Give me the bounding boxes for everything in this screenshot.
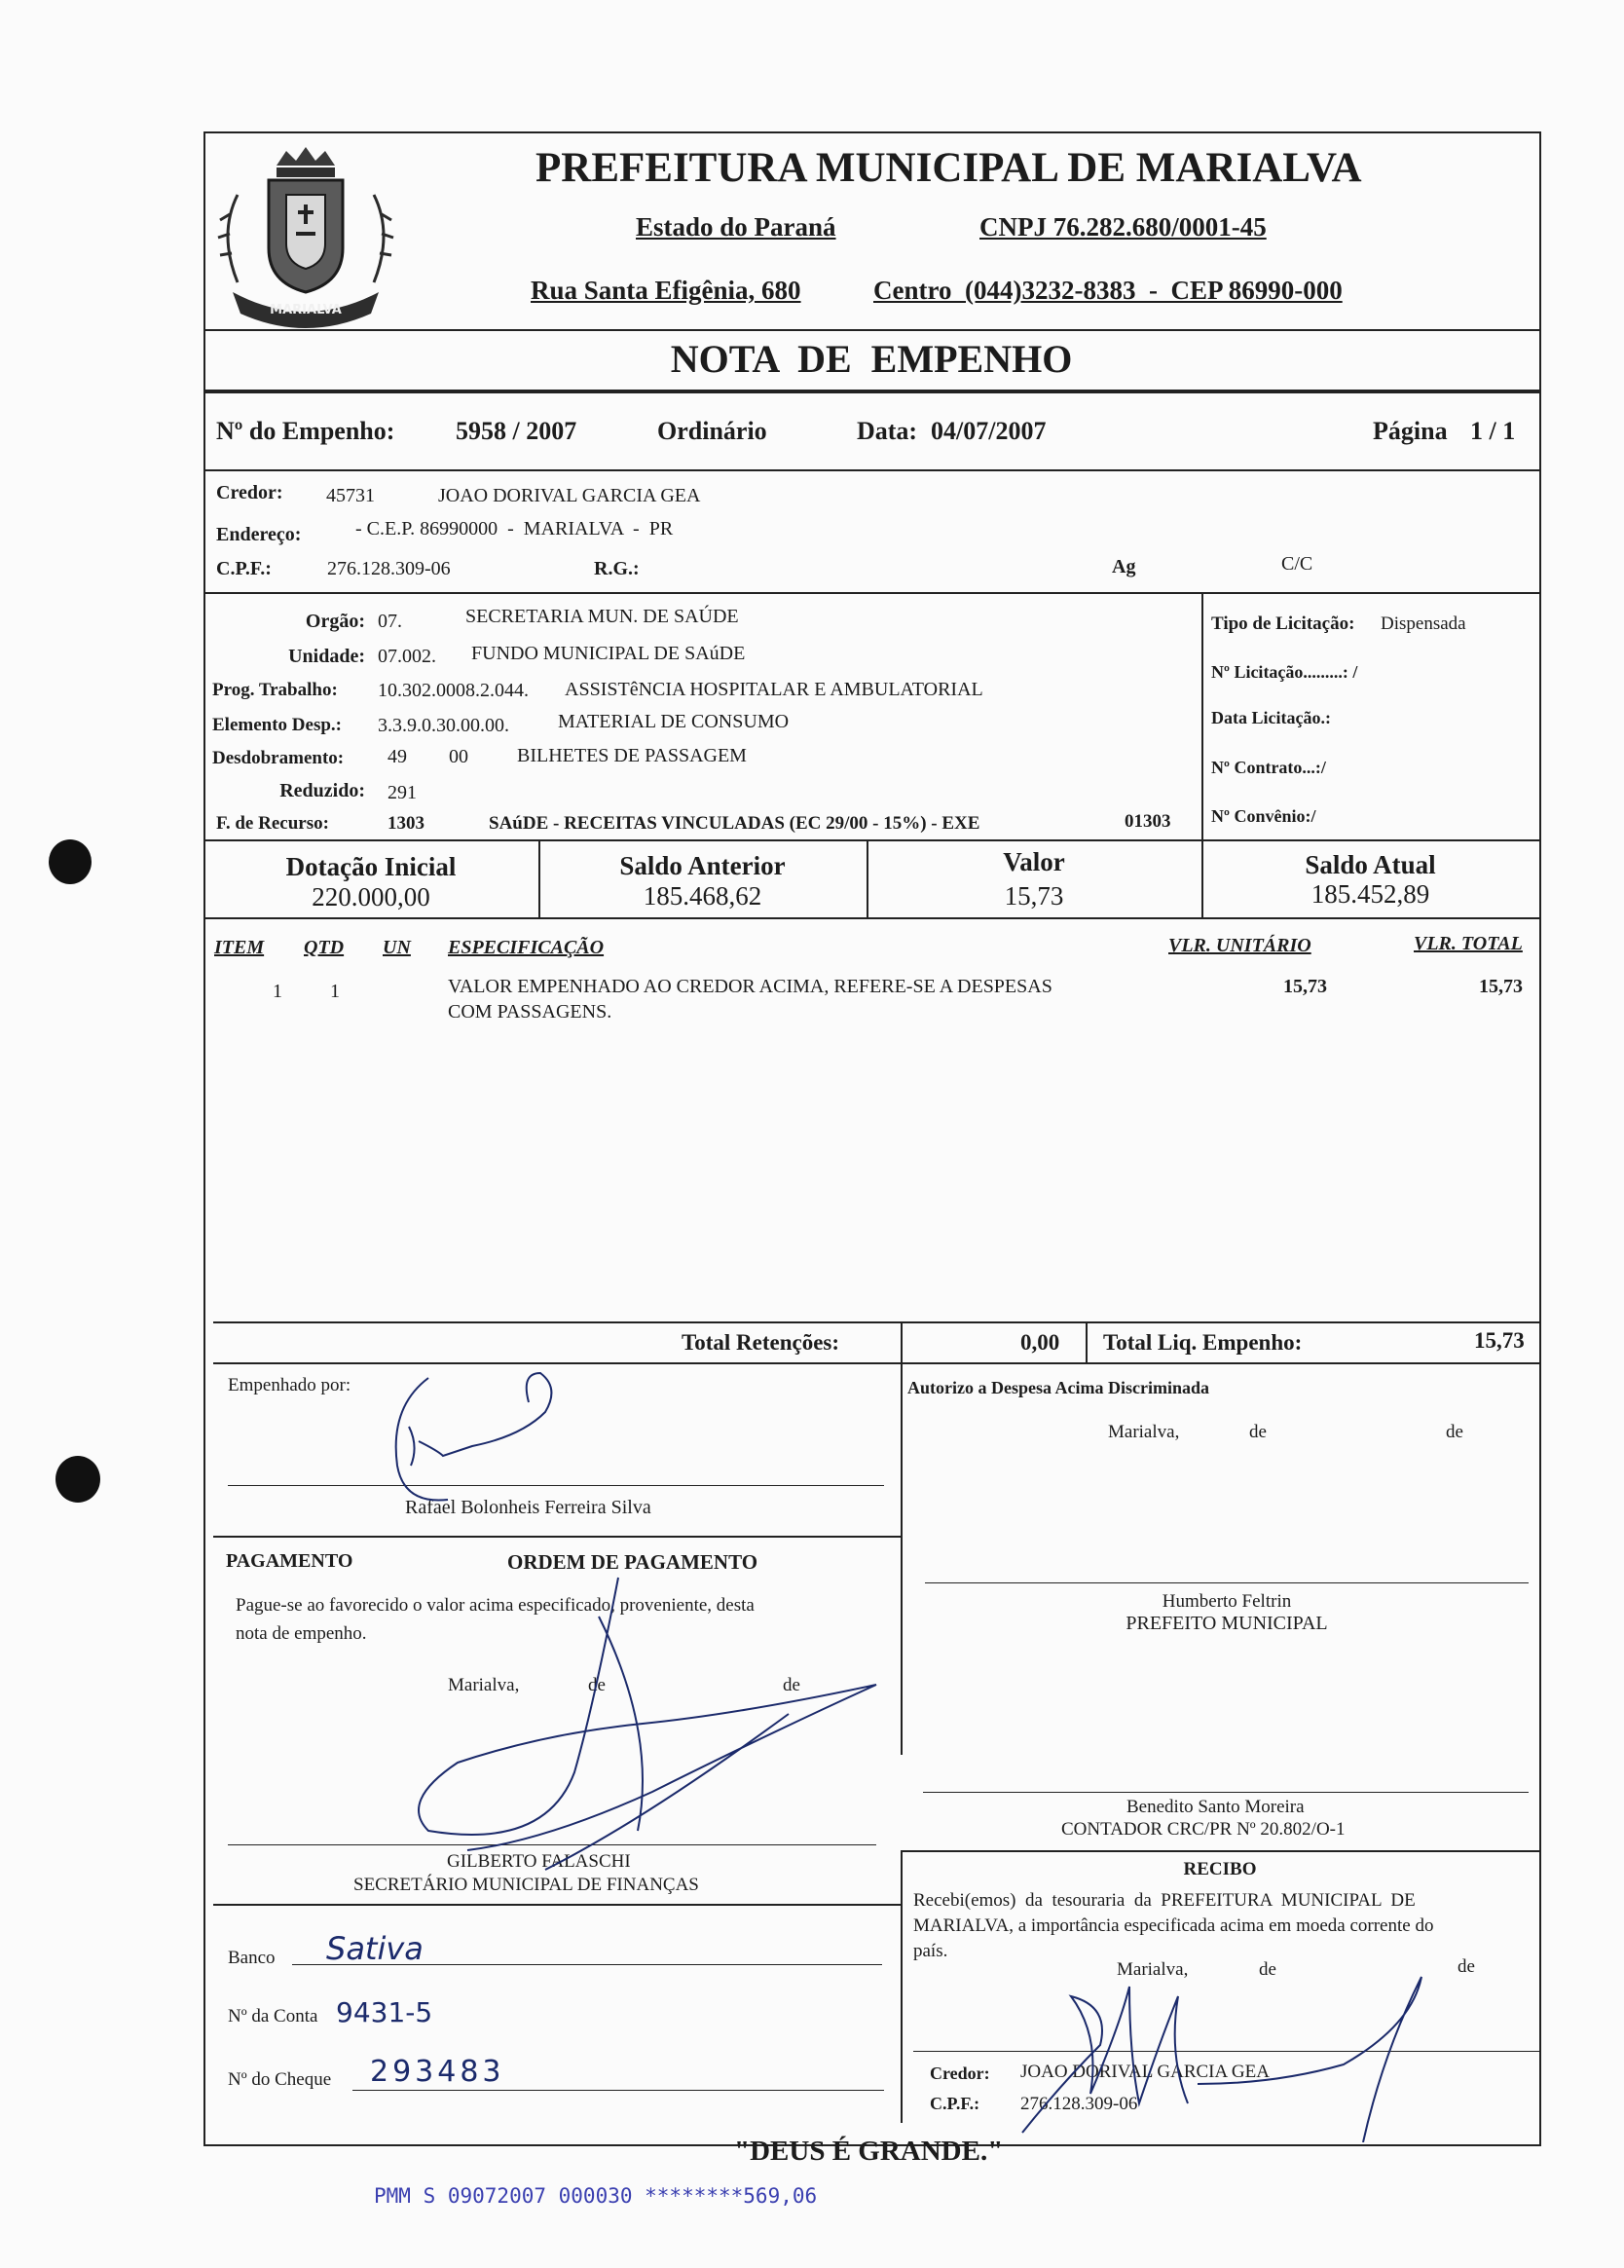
- pagamento-texto-2: nota de empenho.: [236, 1623, 367, 1644]
- signature-line: [923, 1792, 1529, 1793]
- contador-nome: Benedito Santo Moreira: [1126, 1797, 1305, 1817]
- total-retencoes-value: 0,00: [1020, 1330, 1060, 1355]
- elemento-cod: 3.3.9.0.30.00.00.: [378, 715, 509, 736]
- autorizo-label: Autorizo a Despesa Acima Discriminada: [907, 1378, 1209, 1397]
- reduzido-value: 291: [388, 782, 417, 803]
- orgao-label: Orgão:: [305, 611, 365, 632]
- recurso-desc: SAúDE - RECEITAS VINCULADAS (EC 29/00 - 15%) - EXE: [489, 813, 980, 834]
- doc-title: NOTA DE EMPENHO: [670, 337, 1073, 381]
- credor-codigo: 45731: [326, 485, 375, 506]
- recibo-cpf-label: C.P.F.:: [930, 2094, 980, 2113]
- data-licitacao: Data Licitação.:: [1211, 708, 1331, 727]
- saldo-atual-value: 185.452,89: [1310, 879, 1430, 909]
- credor-endereco: - C.E.P. 86990000 - MARIALVA - PR: [355, 518, 674, 539]
- recibo-title: RECIBO: [1183, 1859, 1257, 1879]
- pagamento-local: Marialva,: [448, 1675, 520, 1695]
- signature-line: [925, 1582, 1529, 1583]
- recibo-texto-2: MARIALVA, a importância especificada acima em moeda corrente do: [913, 1915, 1434, 1936]
- recibo-de2: de: [1458, 1956, 1475, 1977]
- cc-label: C/C: [1281, 553, 1313, 575]
- dotacao-label: Dotação Inicial: [285, 852, 457, 881]
- col-header-qtd: QTD: [304, 937, 345, 958]
- recibo-de1: de: [1259, 1959, 1276, 1980]
- recibo-cpf: 276.128.309-06: [1020, 2094, 1138, 2114]
- divider: [1201, 592, 1203, 839]
- prefeito-nome: Humberto Feltrin: [1162, 1591, 1292, 1612]
- empenhado-nome: Rafael Bolonheis Ferreira Silva: [405, 1497, 651, 1518]
- credor-signature: [1003, 1948, 1441, 2142]
- recibo-texto-1: Recebi(emos) da tesouraria da PREFEITURA MUNICIPAL DE: [913, 1890, 1416, 1911]
- divider: [203, 839, 1539, 841]
- punch-hole: [49, 839, 92, 884]
- recurso-label: F. de Recurso:: [216, 813, 329, 834]
- pagamento-de1: de: [588, 1675, 606, 1695]
- empenho-tipo: Ordinário: [657, 417, 767, 445]
- secretario-nome: GILBERTO FALASCHI: [447, 1851, 631, 1872]
- col-header-especificacao: ESPECIFICAÇÃO: [448, 937, 605, 958]
- divider: [1086, 1321, 1088, 1362]
- recibo-credor-label: Credor:: [930, 2064, 990, 2083]
- pagina-label: Página: [1373, 417, 1448, 445]
- prog-desc: ASSISTêNCIA HOSPITALAR E AMBULATORIAL: [565, 679, 983, 700]
- marialva-crest-logo: [208, 136, 403, 331]
- desdobramento-cod1: 49: [388, 746, 407, 767]
- ag-label: Ag: [1112, 556, 1136, 577]
- pagamento-label: PAGAMENTO: [226, 1550, 353, 1572]
- header-title: PREFEITURA MUNICIPAL DE MARIALVA: [535, 145, 1362, 191]
- numero-contrato: Nº Contrato...:/: [1211, 758, 1326, 777]
- unidade-cod: 07.002.: [378, 646, 436, 667]
- credor-cpf: 276.128.309-06: [327, 558, 451, 579]
- secretario-cargo: SECRETÁRIO MUNICIPAL DE FINANÇAS: [353, 1875, 699, 1895]
- divider: [213, 1362, 1539, 1364]
- empenho-data-label: Data:: [857, 417, 918, 445]
- row-especificacao-line2: COM PASSAGENS.: [448, 1001, 612, 1022]
- credor-label: Credor:: [216, 482, 283, 503]
- divider: [203, 329, 1539, 331]
- elemento-label: Elemento Desp.:: [212, 715, 342, 735]
- empenhado-signature: [351, 1368, 613, 1514]
- desdobramento-label: Desdobramento:: [212, 748, 345, 768]
- dotacao-value: 220.000,00: [312, 882, 430, 911]
- recurso-num: 01303: [1125, 811, 1171, 832]
- total-liquido-label: Total Liq. Empenho:: [1103, 1330, 1303, 1355]
- empenho-label: Nº do Empenho:: [216, 417, 395, 445]
- reduzido-label: Reduzido:: [279, 780, 365, 801]
- endereco-label: Endereço:: [216, 524, 302, 545]
- bank-stamp: PMM S 09072007 000030 ********569,06: [374, 2184, 818, 2208]
- divider: [203, 917, 1539, 919]
- col-header-un: UN: [383, 937, 411, 958]
- prefeito-cargo: PREFEITO MUNICIPAL: [1126, 1613, 1328, 1634]
- row-vlr-unitario: 15,73: [1283, 976, 1327, 997]
- valor-value: 15,73: [1004, 881, 1064, 911]
- desdobramento-cod2: 00: [449, 746, 468, 767]
- recibo-local: Marialva,: [1117, 1959, 1189, 1980]
- divider: [203, 390, 1539, 393]
- punch-hole: [55, 1456, 100, 1503]
- empenho-numero: 5958 / 2007: [456, 417, 577, 445]
- row-especificacao-line1: VALOR EMPENHADO AO CREDOR ACIMA, REFERE-SE A DESPESAS: [448, 976, 1052, 997]
- crest-text: MARIALVA: [270, 303, 342, 317]
- divider: [213, 1321, 1539, 1323]
- header-endereco: Centro (044)3232-8383 - CEP 86990-000: [873, 276, 1343, 305]
- rg-label: R.G.:: [594, 558, 640, 579]
- numero-licitacao: Nº Licitação.........: /: [1211, 662, 1358, 682]
- cpf-label: C.P.F.:: [216, 558, 272, 579]
- unidade-desc: FUNDO MUNICIPAL DE SAúDE: [471, 643, 746, 664]
- col-header-vlr-total: VLR. TOTAL: [1414, 933, 1523, 954]
- col-header-vlr-unitario: VLR. UNITÁRIO: [1168, 935, 1311, 956]
- total-retencoes-label: Total Retenções:: [682, 1330, 840, 1355]
- prog-cod: 10.302.0008.2.044.: [378, 680, 529, 701]
- empenhado-label: Empenhado por:: [228, 1375, 351, 1395]
- pagina-value: 1 / 1: [1470, 417, 1516, 445]
- tipo-licitacao: Dispensada: [1381, 613, 1466, 634]
- motto: "DEUS É GRANDE.": [734, 2136, 1004, 2167]
- conta-label: Nº da Conta: [228, 2006, 318, 2026]
- empenho-data: 04/07/2007: [931, 417, 1047, 445]
- prog-label: Prog. Trabalho:: [212, 680, 338, 700]
- col-header-item: ITEM: [214, 937, 265, 958]
- autorizo-de1: de: [1249, 1422, 1267, 1442]
- input-line: [352, 2090, 884, 2091]
- secretario-signature: [399, 1558, 905, 1889]
- contador-cargo: CONTADOR CRC/PR Nº 20.802/O-1: [1061, 1819, 1346, 1840]
- recibo-credor: JOAO DORIVAL GARCIA GEA: [1020, 2062, 1270, 2082]
- divider: [901, 1850, 1539, 1852]
- saldo-anterior-label: Saldo Anterior: [619, 851, 786, 880]
- recurso-cod: 1303: [388, 813, 424, 834]
- saldo-atual-label: Saldo Atual: [1305, 850, 1436, 879]
- divider: [213, 1536, 901, 1538]
- pagamento-de2: de: [783, 1675, 800, 1695]
- banco-value: Sativa: [326, 1930, 424, 1967]
- elemento-desc: MATERIAL DE CONSUMO: [558, 711, 790, 732]
- cheque-value: 293483: [370, 2055, 505, 2089]
- header-cnpj: CNPJ 76.282.680/0001-45: [979, 212, 1267, 242]
- credor-nome: JOAO DORIVAL GARCIA GEA: [438, 485, 701, 506]
- pagamento-texto-1: Pague-se ao favorecido o valor acima especificado, proveniente, desta: [236, 1595, 755, 1616]
- ordem-pagamento-title: ORDEM DE PAGAMENTO: [507, 1550, 758, 1574]
- header-estado: Estado do Paraná: [636, 212, 836, 242]
- orgao-desc: SECRETARIA MUN. DE SAÚDE: [465, 606, 739, 627]
- divider: [203, 469, 1539, 471]
- row-qtd: 1: [330, 981, 340, 1002]
- total-liquido-value: 15,73: [1474, 1328, 1525, 1353]
- unidade-label: Unidade:: [288, 646, 365, 667]
- cheque-label: Nº do Cheque: [228, 2069, 332, 2090]
- saldo-anterior-value: 185.468,62: [643, 881, 762, 911]
- orgao-cod: 07.: [378, 611, 402, 632]
- divider: [213, 1904, 901, 1906]
- tipo-licitacao-label: Tipo de Licitação:: [1211, 613, 1355, 634]
- banco-label: Banco: [228, 1948, 276, 1968]
- conta-value: 9431-5: [336, 1996, 433, 2028]
- recibo-texto-3: país.: [913, 1941, 948, 1961]
- desdobramento-desc: BILHETES DE PASSAGEM: [517, 745, 747, 766]
- autorizo-local: Marialva,: [1108, 1422, 1180, 1442]
- row-vlr-total: 15,73: [1479, 976, 1523, 997]
- header-rua: Rua Santa Efigênia, 680: [531, 276, 801, 305]
- divider: [203, 592, 1539, 594]
- numero-convenio: Nº Convênio:/: [1211, 806, 1316, 826]
- valor-label: Valor: [1003, 847, 1065, 876]
- divider: [901, 1850, 903, 2123]
- row-item: 1: [273, 981, 282, 1002]
- autorizo-de2: de: [1446, 1422, 1463, 1442]
